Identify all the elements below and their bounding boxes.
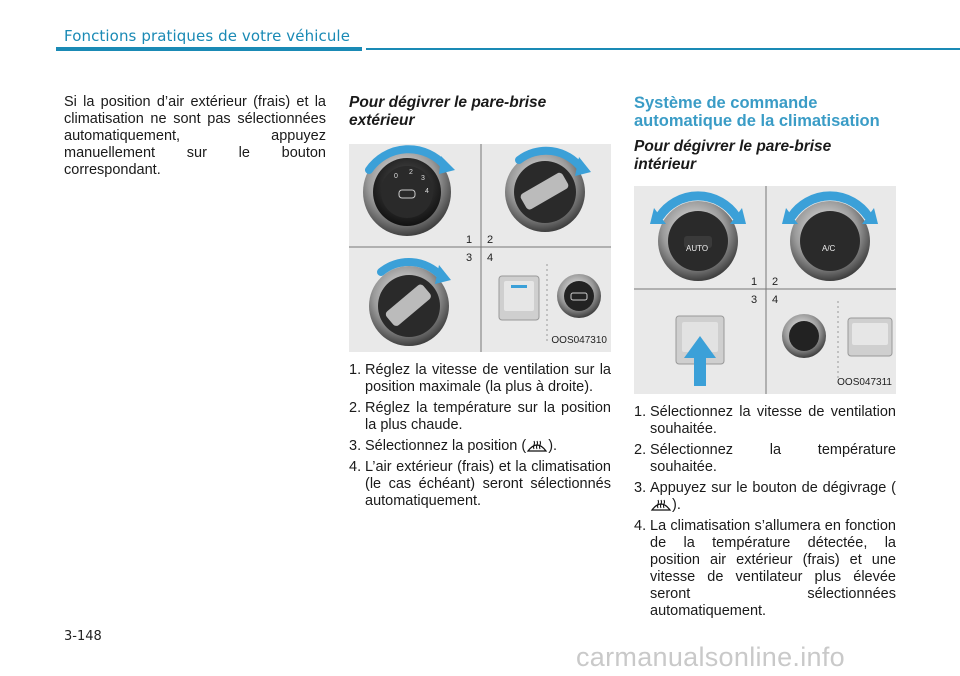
quadrant-label: 4 [772, 294, 779, 306]
list-item [634, 404, 896, 438]
exterior-steps-list [349, 362, 611, 510]
quadrant-label: 1 [466, 234, 473, 246]
header-title: Fonctions pratiques de votre véhicule [64, 27, 351, 45]
step-text-after: ). [548, 438, 558, 454]
step-number: 2. [349, 400, 362, 416]
step-text: Réglez la température sur la position la plus chaude. [365, 400, 611, 433]
list-item [349, 400, 611, 434]
quadrant-label: 2 [772, 276, 779, 288]
exterior-defrost-title: Pour dégivrer le pare-brise extérieur [349, 94, 547, 129]
page-number: 3-148 [64, 629, 102, 644]
step-number: 4. [349, 459, 362, 475]
list-item [634, 442, 896, 476]
quadrant-label: 3 [466, 252, 473, 264]
step-text-before: Appuyez sur le bouton de dégivrage ( [650, 480, 896, 496]
watermark: carmanualsonline.info [576, 642, 845, 672]
automatic-climate-column [634, 94, 896, 624]
rear-defrost-button [848, 318, 892, 356]
header-rule-thin [366, 48, 960, 50]
section-title: Système de commande automatique de la climatisation [634, 94, 880, 130]
svg-text:2: 2 [409, 169, 413, 176]
manual-controls-illustration [349, 144, 611, 352]
step-number: 2. [634, 442, 647, 458]
list-item [634, 480, 896, 514]
step-number: 3. [349, 438, 362, 454]
intro-column [64, 94, 326, 179]
svg-text:0: 0 [394, 173, 398, 180]
step-number: 4. [634, 518, 647, 534]
step-number: 1. [634, 404, 647, 420]
small-defrost-knob [557, 274, 601, 318]
air-intake-button [499, 276, 539, 320]
quadrant-label: 4 [487, 252, 494, 264]
header-rule-thick [56, 47, 362, 51]
interior-defrost-title: Pour dégivrer le pare-brise intérieur [634, 138, 832, 173]
figure-code: OOS047310 [551, 335, 607, 346]
list-item [634, 518, 896, 620]
small-knob [782, 314, 826, 358]
step-text: La climatisation s’allumera en fonction de la température détectée, la position air extérieur (frais) et une vitesse de ventilateur plus élevée seront sélectionnées automatiquement. [650, 518, 896, 619]
exterior-defrost-figure [349, 144, 611, 352]
svg-text:4: 4 [425, 188, 429, 195]
step-text-before: Sélectionnez la position ( [365, 438, 527, 454]
step-text: Réglez la vitesse de ventilation sur la position maximale (la plus à droite). [365, 362, 611, 395]
svg-text:3: 3 [421, 175, 425, 182]
step-text: L’air extérieur (frais) et la climatisation (le cas échéant) seront sélectionnés automatiquement. [365, 459, 611, 509]
list-item [349, 459, 611, 510]
quadrant-label: 2 [487, 234, 494, 246]
step-text-after: ). [672, 497, 681, 513]
step-number: 3. [634, 480, 647, 496]
automatic-controls-illustration [634, 186, 896, 394]
exterior-defrost-column [349, 94, 611, 514]
interior-defrost-figure [634, 186, 896, 394]
windshield-defrost-icon [650, 497, 672, 512]
knob-label-auto: AUTO [686, 244, 709, 253]
windshield-defrost-icon [526, 438, 548, 453]
step-text [650, 480, 896, 514]
intro-paragraph: Si la position d’air extérieur (frais) et la climatisation ne sont pas sélectionnées automatiquement, appuyez manuellement sur le bouton correspondant. [64, 94, 326, 178]
step-text [365, 438, 611, 455]
figure-code: OOS047311 [837, 377, 892, 388]
quadrant-label: 3 [751, 294, 758, 306]
list-item [349, 438, 611, 455]
step-text: Sélectionnez la température souhaitée. [650, 442, 896, 475]
list-item [349, 362, 611, 396]
quadrant-label: 1 [751, 276, 758, 288]
interior-steps-list [634, 404, 896, 620]
knob-label-ac: A/C [822, 244, 836, 253]
step-text: Sélectionnez la vitesse de ventilation souhaitée. [650, 404, 896, 437]
step-number: 1. [349, 362, 362, 378]
